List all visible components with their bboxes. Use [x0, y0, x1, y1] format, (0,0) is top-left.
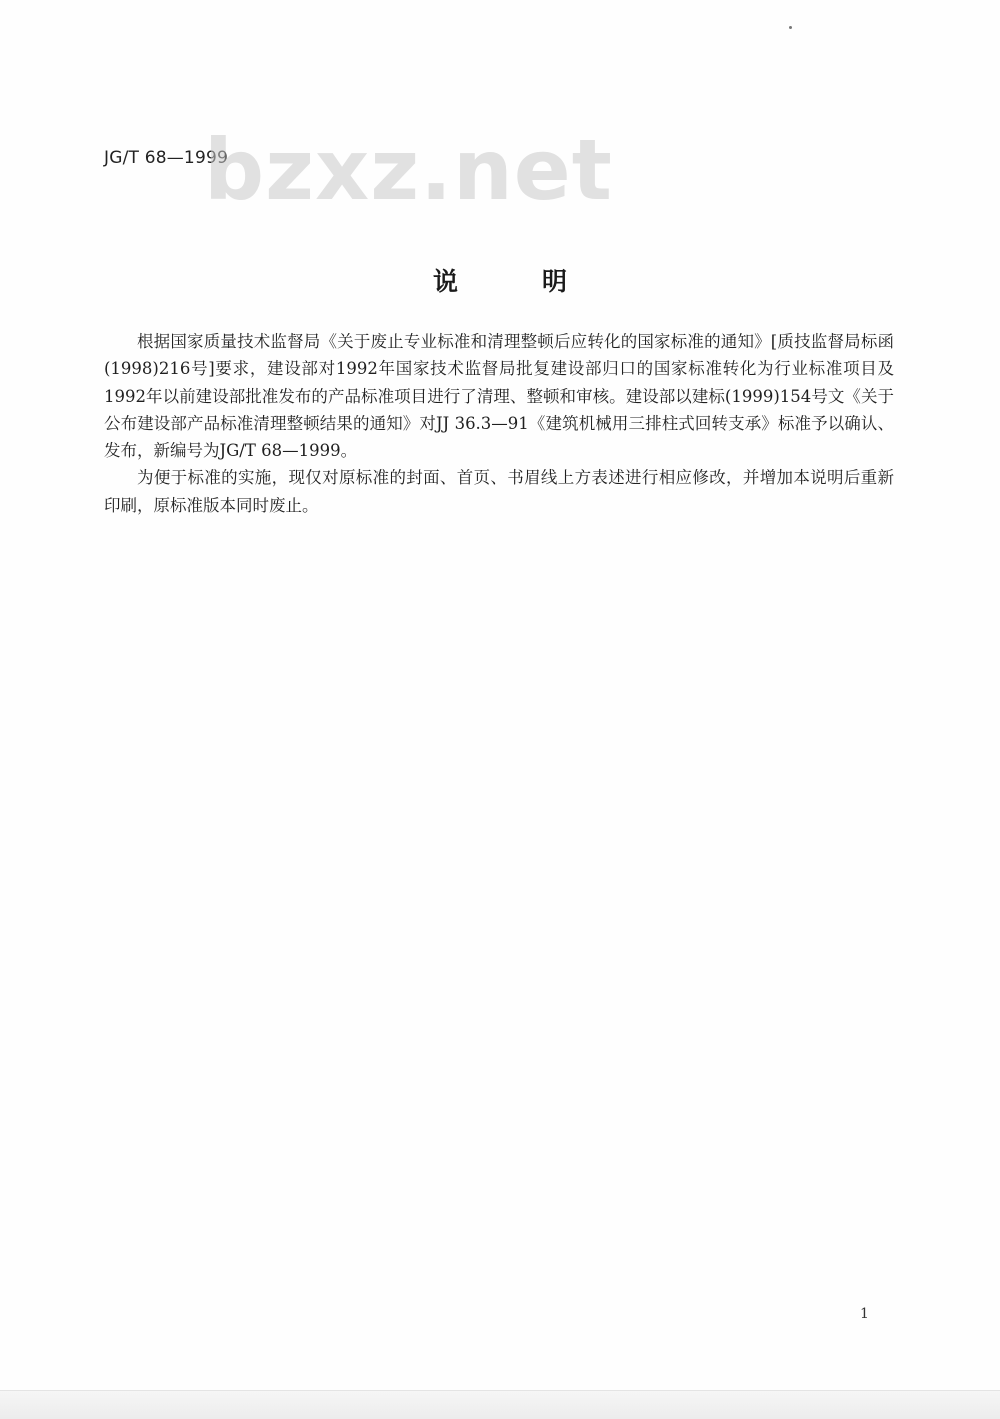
body-text — [104, 328, 894, 519]
title-char-1: 说 — [432, 267, 458, 296]
watermark: bzxz.net — [204, 121, 613, 219]
paragraph-1: 根据国家质量技术监督局《关于废止专业标准和清理整顿后应转化的国家标准的通知》[质技监督局标函(1998)216号]要求，建设部对1992年国家技术监督局批复建设部归口的国家标准转化为行业标准项目及1992年以前建设部批准发布的产品标准项目进行了清理、整顿和审核。建设部以建标(1999)154号文《关于公布建设部产品标准清理整顿结果的通知》对JJ 36.3—91《建筑机械用三排柱式回转支承》标准予以确认、发布，新编号为JG/T 68—1999。 — [104, 332, 894, 461]
page-number: 1 — [860, 1306, 869, 1322]
paragraph-2: 为便于标准的实施，现仅对原标准的封面、首页、书眉线上方表述进行相应修改，并增加本说明后重新印刷，原标准版本同时废止。 — [104, 468, 894, 515]
document-code: JG/T 68—1999 — [104, 148, 228, 168]
page-title — [0, 262, 1000, 298]
scan-speck — [789, 26, 792, 29]
title-char-2: 明 — [542, 267, 568, 296]
